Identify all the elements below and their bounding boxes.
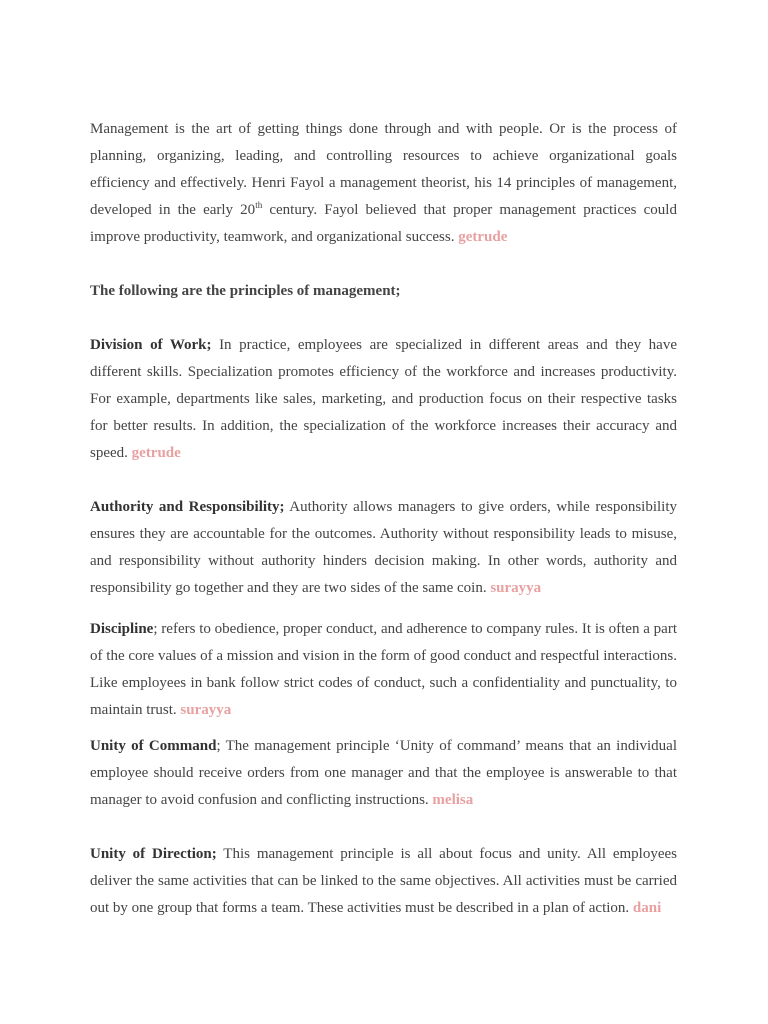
author-tag: dani bbox=[632, 900, 662, 916]
principle-authority-responsibility bbox=[90, 494, 677, 602]
intro-text-continued: century. Fayol believed that proper management practices could improve productivity, teamwork, and organizational success. bbox=[90, 202, 677, 245]
principle-body: This management principle is all about focus and unity. All employees deliver the same activities that can be linked to the same objectives. All activities must be carried out by one group that forms a team. These activities must be described in a plan of action. bbox=[90, 846, 677, 916]
intro-paragraph bbox=[90, 116, 677, 251]
author-tag: melisa bbox=[432, 792, 474, 808]
principle-division-of-work bbox=[90, 332, 677, 467]
author-tag: getrude bbox=[131, 445, 181, 461]
intro-text: Management is the art of getting things done through and with people. Or is the process of planning, organizing, leading, and controlling resources to achieve organizational goals efficiency and effectively. Henri Fayol a management theorist, his 14 principles of management, developed in the early 20 bbox=[90, 121, 677, 218]
principle-title: Discipline bbox=[90, 621, 154, 637]
principle-discipline bbox=[90, 616, 677, 724]
principle-title: Division of Work; bbox=[90, 337, 212, 353]
ordinal-suffix: th bbox=[255, 200, 263, 210]
author-tag: getrude bbox=[458, 229, 508, 245]
principle-title: Authority and Responsibility; bbox=[90, 499, 285, 515]
author-tag: surayya bbox=[180, 702, 232, 718]
principle-body: ; The management principle ‘Unity of command’ means that an individual employee should receive orders from one manager and that the employee is answerable to that manager to avoid confusion and conflicting instructions. bbox=[90, 738, 678, 808]
author-tag: surayya bbox=[490, 580, 542, 596]
principle-body: Authority allows managers to give orders, while responsibility ensures they are accountable for the outcomes. Authority without responsibility leads to misuse, and responsibility without authority hinders decision making. In other words, authority and responsibility go together and they are two sides of the same coin. bbox=[90, 499, 678, 596]
principle-body: In practice, employees are specialized in different areas and they have different skills. Specialization promotes efficiency of the workforce and increases productivity. For example, departments like sales, marketing, and production focus on their respective tasks for better results. In addition, the specialization of the workforce increases their accuracy and speed. bbox=[90, 337, 677, 461]
principle-unity-of-command bbox=[90, 733, 677, 814]
document-page bbox=[90, 116, 677, 922]
principle-body: ; refers to obedience, proper conduct, and adherence to company rules. It is often a part of the core values of a mission and vision in the form of good conduct and respectful interactions. Like employees in bank follow strict codes of conduct, such a confidentiality and punctuality, to maintain trust. bbox=[90, 621, 677, 718]
section-heading: The following are the principles of management; bbox=[90, 283, 401, 299]
principle-title: Unity of Command bbox=[90, 738, 217, 754]
principle-unity-of-direction bbox=[90, 841, 677, 922]
principle-title: Unity of Direction; bbox=[90, 846, 217, 862]
